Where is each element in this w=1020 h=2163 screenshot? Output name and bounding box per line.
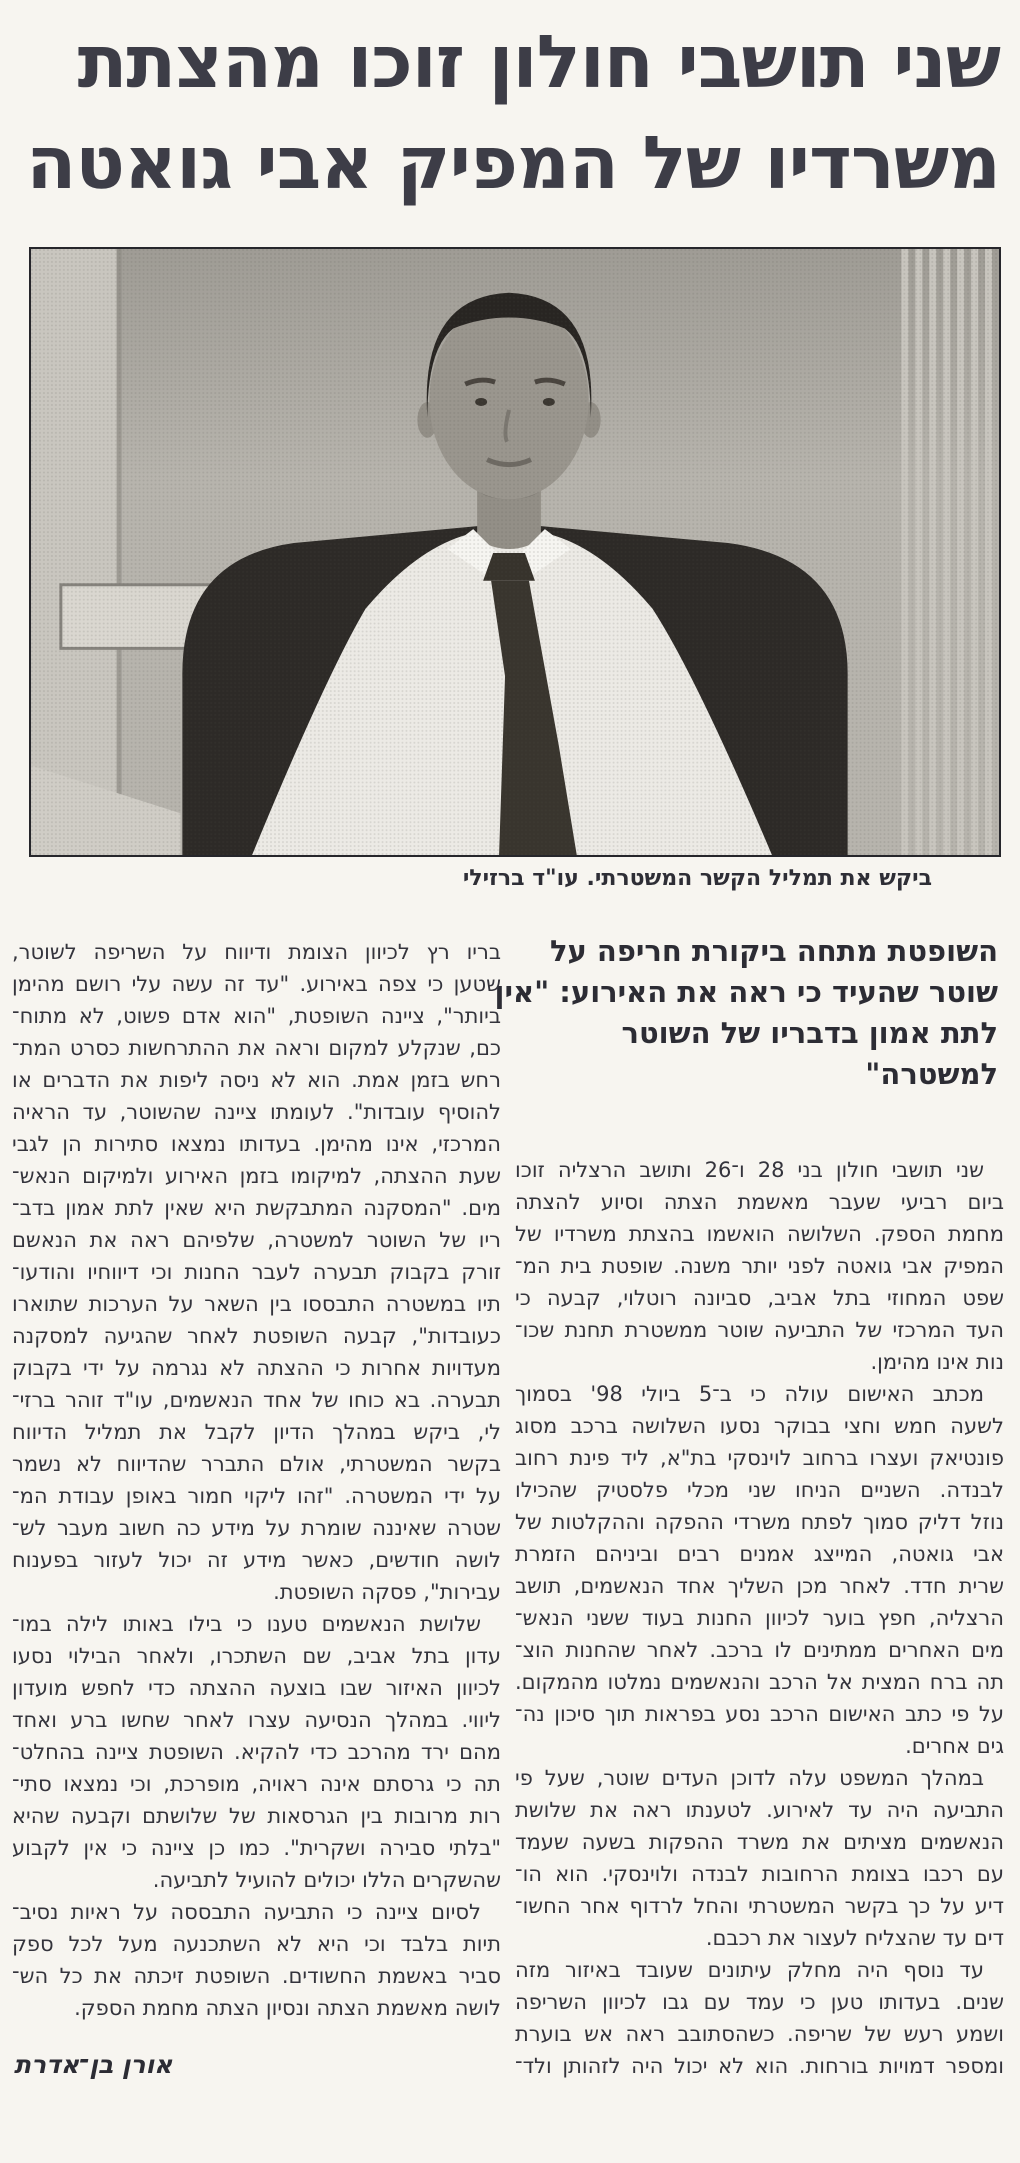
- body-text-line: זורק בקבוק תבערה לעבר החנות וכי דיווחיו והודעו־: [12, 1260, 501, 1284]
- body-text-line: המפיק אבי גואטה לפני יותר משנה. שופטת בית המ־: [515, 1254, 1004, 1278]
- body-text-line: שטרה שאיננה שומרת על מידע כה חשוב מעבר לש־: [12, 1516, 501, 1540]
- body-text-line: שהשקרים הללו יכולים להועיל לתביעה.: [152, 1868, 501, 1892]
- body-text-line: תיו במשטרה התבססו בין השאר על הערכות שתוארו: [12, 1292, 501, 1316]
- body-text-line: מעדויות אחרות כי ההצתה לא נגרמה על ידי בקבוק: [12, 1356, 501, 1380]
- body-text-line: רחש בזמן אמת. הוא לא ניסה ליפות את הדברים או: [12, 1068, 501, 1092]
- body-text-line: ומספר דמויות בורחות. הוא לא יכול היה לזהותן ולד־: [515, 2054, 1004, 2078]
- body-text-line: תה כי גרסתם אינה ראויה, מופרכת, וכי נמצאו סתי־: [12, 1772, 501, 1796]
- lawyer-portrait-illustration: [31, 249, 999, 855]
- subheadline-line: למשטרה": [865, 1057, 998, 1091]
- body-text-line: שטען כי צפה באירוע. "עד זה עשה עלי רושם מהימן: [12, 972, 501, 996]
- body-text-line: שפט המחוזי בתל אביב, סביונה רוטלוי, קבעה כי: [515, 1286, 1004, 1310]
- body-text-line: מכתב האישום עולה כי ב־5 ביולי 98' בסמוך: [515, 1382, 984, 1406]
- body-text-line: לסיום ציינה כי התביעה התבססה על ראיות נסיב־: [12, 1900, 481, 1924]
- article-photo: [29, 247, 1001, 857]
- body-text-line: תבערה. בא כוחו של אחד הנאשמים, עו"ד זוהר ברזי־: [12, 1388, 501, 1412]
- body-text-line: מים. "המסקנה המתבקשת היא שאין לתת אמון בדב־: [12, 1196, 501, 1220]
- body-text-line: שלושת הנאשמים טענו כי בילו באותו לילה במו־: [12, 1612, 481, 1636]
- body-text-line: העד המרכזי של התביעה שוטר ממשטרת תחנת שכו־: [515, 1318, 1004, 1342]
- body-text-line: תה ברח המצית אל הרכב והנאשמים נמלטו מהמקום.: [515, 1670, 1004, 1694]
- body-text-line: "בלתי סבירה ושקרית". כמו כן ציינה כי אין לקבוע: [12, 1836, 501, 1860]
- photo-caption: ביקש את תמליל הקשר המשטרתי. עו"ד ברזילי: [462, 866, 932, 891]
- headline-line: משרדיו של המפיק אבי גואטה: [26, 121, 1000, 206]
- body-text-line: עם רכבו בצומת הרחובות לבנדה ולוינסקי. הוא הו־: [515, 1862, 1004, 1886]
- subheadline-line: שוטר שהעיד כי ראה את האירוע: "אין: [494, 975, 998, 1009]
- body-text-line: נוזל דליק סמוך לפתח משרדי ההפקה וההקלטות של: [515, 1510, 1004, 1534]
- body-text-line: עד נוסף היה מחלק עיתונים שעובד באיזור מזה: [515, 1958, 984, 1982]
- headline-line: שני תושבי חולון זוכו מהצתת: [77, 20, 1000, 105]
- body-text-line: כם, שנקלע למקום וראה את ההתרחשות כסרט המת־: [12, 1036, 501, 1060]
- body-text-line: לבנדה. השניים הניחו שני מכלי פלסטיק שהכילו: [515, 1478, 1004, 1502]
- body-text-line: הרצליה, חפץ בוער לכיוון החנות בעוד ששני הנאש־: [515, 1606, 1004, 1630]
- headline: [14, 12, 1000, 214]
- body-text-line: לושה חודשים, כאשר מידע זה יכול לעזור בפענוח: [12, 1548, 501, 1572]
- body-text-line: פונטיאק ועצרו ברחוב לוינסקי בת"א, ליד פינת רחוב: [515, 1446, 1004, 1470]
- body-text-line: ושמע רעש של שריפה. כשהסתובב ראה אש בוערת: [515, 2022, 1004, 2046]
- body-text-line: שעת ההצתה, למיקומו בזמן האירוע ולמיקום הנאש־: [12, 1164, 501, 1188]
- body-text-line: בריו רץ לכיוון הצומת ודיווח על השריפה לשוטר,: [12, 940, 501, 964]
- body-text-line: מים האחרים ממתינים לו ברכב. לאחר שהחנות הוצ־: [515, 1638, 1004, 1662]
- body-text-line: ליווי. במהלך הנסיעה עצרו לאחר שחשו ברע ואחד: [12, 1708, 501, 1732]
- body-text-line: דים עד שהצליח לעצור את רכבם.: [705, 1926, 1004, 1950]
- body-text-line: מחמת הספק. השלושה הואשמו בהצתת משרדיו של: [515, 1222, 1004, 1246]
- article-column-right: [515, 1154, 1004, 2082]
- body-text-line: המרכזי, אינו מהימן. בעדותו נמצאו סתירות הן לגבי: [12, 1132, 501, 1156]
- body-text-line: ריו של השוטר למשטרה, שלפיהם ראה את הנאשם: [12, 1228, 501, 1252]
- body-text-line: כעובדות", קבעה השופטת לאחר שהגיעה למסקנה: [12, 1324, 501, 1348]
- body-text-line: שרית חדד. לאחר מכן השליך אחד הנאשמים, תושב: [515, 1574, 1004, 1598]
- body-text-line: דיע על כך בקשר המשטרתי והחל לרדוף אחר החשו־: [515, 1894, 1004, 1918]
- subheadline: [494, 931, 998, 1095]
- body-text-line: תיות בלבד וכי היא לא השתכנעה מעל לכל ספק: [12, 1932, 501, 1956]
- body-text-line: אבי גואטה, המייצג אמנים רבים וביניהם הזמרת: [515, 1542, 1004, 1566]
- subheadline-line: לתת אמון בדבריו של השוטר: [621, 1016, 998, 1050]
- body-text-line: נות אינו מהימן.: [870, 1350, 1004, 1374]
- subheadline-line: השופטת מתחה ביקורת חריפה על: [549, 934, 998, 968]
- body-text-line: על ידי המשטרה. "זהו ליקוי חמור באופן עבודת המ־: [12, 1484, 501, 1508]
- body-text-line: לכיוון האיזור שבו בוצעה ההצתה כדי לחפש מועדון: [12, 1676, 501, 1700]
- body-text-line: שני תושבי חולון בני 28 ו־26 ותושב הרצליה זוכו: [515, 1158, 984, 1182]
- body-text-line: רות מרובות בין הגרסאות של שלושתם וקבעה שהיא: [12, 1804, 501, 1828]
- body-text-line: לי, ביקש במהלך הדיון לקבל את תמליל הדיווח: [12, 1420, 501, 1444]
- body-text-line: עדון בתל אביב, שם השתכרו, ולאחר הבילוי נסעו: [12, 1644, 501, 1668]
- body-text-line: על פי כתב האישום הרכב נסע בפראות תוך סיכון נה־: [515, 1702, 1004, 1726]
- body-text-line: שנים. בעדותו טען כי עמד עם גבו לכיוון השריפה: [515, 1990, 1004, 2014]
- body-text-line: ביום רביעי שעבר מאשמת הצתה וסיוע להצתה: [515, 1190, 1004, 1214]
- halftone-overlay: [31, 249, 999, 855]
- body-text-line: התביעה היה עד לאירוע. לטענתו ראה את שלושת: [515, 1798, 1004, 1822]
- body-text-line: עבירות", פסקה השופטת.: [273, 1580, 501, 1604]
- body-text-line: להוסיף עובדות". לעומתו ציינה שהשוטר, עד הראיה: [12, 1100, 501, 1124]
- body-text-line: סביר באשמת החשודים. השופטת זיכתה את כל הש־: [12, 1964, 501, 1988]
- body-text-line: לשעה חמש וחצי בבוקר נסעו השלושה ברכב מסוג: [515, 1414, 1004, 1438]
- body-text-line: הנאשמים מציתים את משרד ההפקות בשעה שעמד: [515, 1830, 1004, 1854]
- body-text-line: ביותר", ציינה השופטת, "הוא אדם פשוט, לא מתוח־: [12, 1004, 501, 1028]
- body-text-line: לושה מאשמת הצתה ונסיון הצתה מחמת הספק.: [74, 1996, 501, 2020]
- body-text-line: גים אחרים.: [905, 1734, 1004, 1758]
- article-column-left: [12, 936, 501, 2024]
- body-text-line: מהם ירד מהרכב כדי להקיא. השופטת ציינה בהחלט־: [12, 1740, 501, 1764]
- body-text-line: במהלך המשפט עלה לדוכן העדים שוטר, שעל פי: [515, 1766, 984, 1790]
- byline: אורן בן־אדרת: [14, 2050, 173, 2079]
- body-text-line: בקשר המשטרתי, אולם התברר שהדיווח לא נשמר: [12, 1452, 501, 1476]
